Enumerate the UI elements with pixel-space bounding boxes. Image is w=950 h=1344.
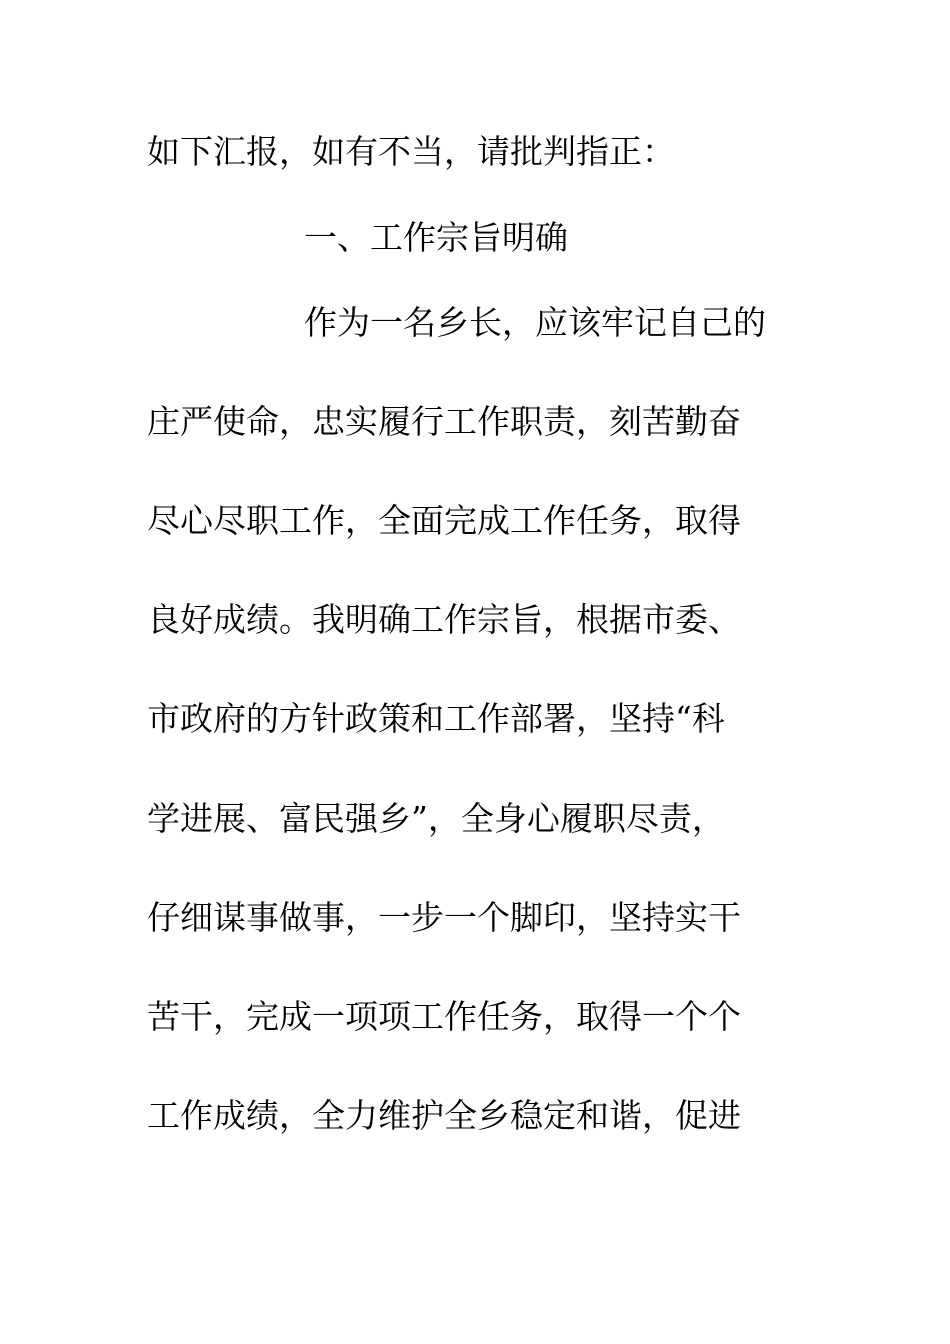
paragraph-line: 良好成绩。我明确工作宗旨，根据市委、	[147, 600, 741, 639]
text-line-intro: 如下汇报，如有不当，请批判指正：	[147, 132, 675, 171]
paragraph-line: 学进展、富民强乡”，全身心履职尽责，	[147, 799, 725, 838]
paragraph-line: 仔细谋事做事，一步一个脚印，坚持实干	[147, 898, 741, 937]
paragraph-line: 工作成绩，全力维护全乡稳定和谐，促进	[147, 1096, 741, 1135]
paragraph-first-line: 作为一名乡长，应该牢记自己的	[304, 303, 766, 342]
section-heading: 一、工作宗旨明确	[304, 218, 568, 257]
paragraph-line: 市政府的方针政策和工作部署，坚持“科	[147, 699, 725, 738]
paragraph-line: 苦干，完成一项项工作任务，取得一个个	[147, 997, 741, 1036]
paragraph-line: 庄严使命，忠实履行工作职责，刻苦勤奋	[147, 402, 741, 441]
paragraph-line: 尽心尽职工作，全面完成工作任务，取得	[147, 501, 741, 540]
